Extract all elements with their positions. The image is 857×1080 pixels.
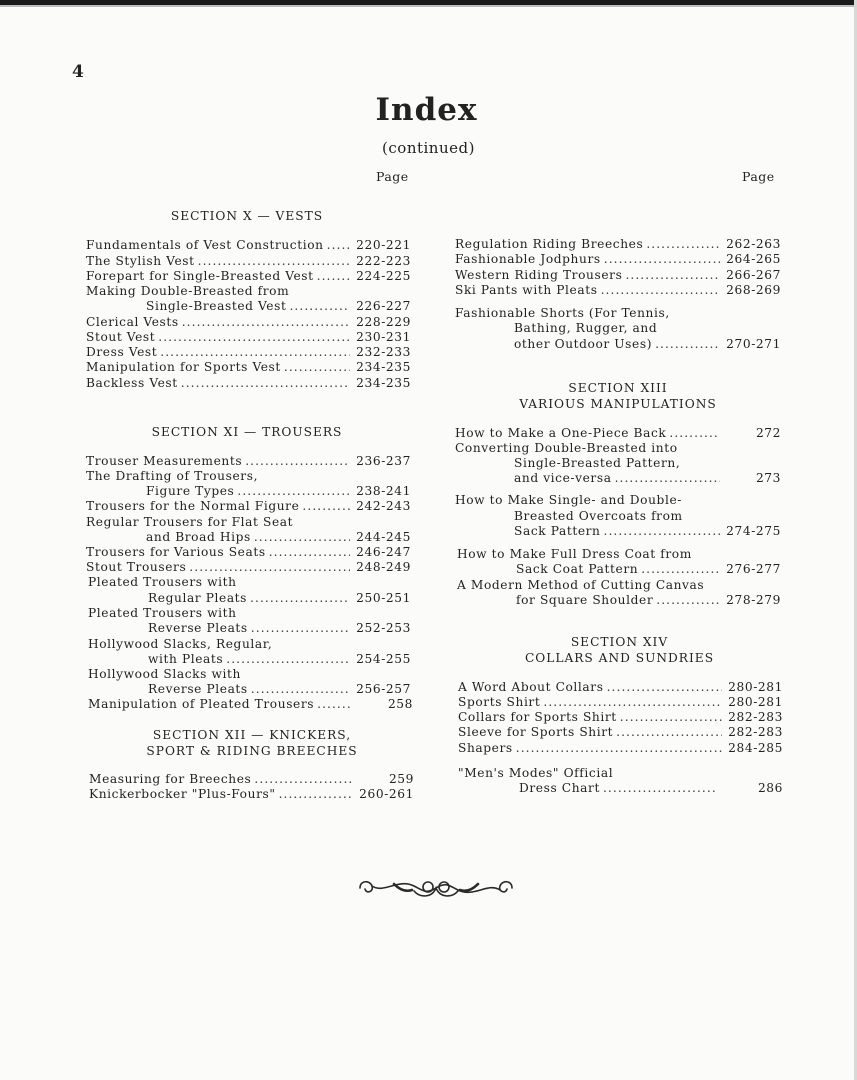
leader-dots bbox=[245, 454, 350, 469]
entry-label: Sports Shirt bbox=[458, 695, 541, 709]
entry-label: Fashionable Shorts (For Tennis, bbox=[455, 306, 670, 320]
section-heading-line: COLLARS AND SUNDRIES bbox=[524, 651, 715, 665]
entry-page: 232-233 bbox=[356, 345, 411, 359]
entry-page: 282-283 bbox=[728, 725, 783, 739]
entry-page: 280-281 bbox=[728, 695, 783, 709]
index-entry bbox=[148, 591, 411, 606]
entry-label: "Men's Modes" Official bbox=[458, 766, 614, 780]
entry-label: Dress Vest bbox=[86, 345, 158, 359]
entry-label-continued: Dress Chart bbox=[519, 781, 600, 795]
entry-page: 258 bbox=[387, 697, 413, 711]
entry-label: The Stylish Vest bbox=[86, 254, 195, 268]
entry-page: 284-285 bbox=[728, 741, 783, 755]
index-entry bbox=[148, 621, 411, 636]
leader-dots bbox=[160, 345, 350, 360]
index-entry bbox=[458, 741, 783, 756]
section-xi-heading bbox=[87, 424, 407, 440]
entry-label-continued: Single-Breasted Pattern, bbox=[514, 456, 681, 470]
index-entry bbox=[458, 695, 783, 710]
leader-dots bbox=[607, 680, 722, 695]
index-entry bbox=[86, 345, 411, 360]
index-entry bbox=[89, 772, 414, 787]
entry-label-continued: Figure Types bbox=[146, 484, 235, 498]
leader-dots bbox=[250, 591, 350, 606]
leader-dots bbox=[516, 741, 722, 756]
index-entry bbox=[519, 781, 783, 796]
section-heading-line: SPORT & RIDING BREECHES bbox=[146, 744, 358, 758]
leader-dots bbox=[669, 426, 720, 441]
index-entry bbox=[86, 238, 411, 253]
entry-label-continued: for Square Shoulder bbox=[516, 593, 654, 607]
index-entry bbox=[146, 299, 411, 314]
index-entry bbox=[458, 710, 783, 725]
entry-page: 252-253 bbox=[356, 621, 411, 635]
entry-label: Ski Pants with Pleats bbox=[455, 283, 598, 297]
leader-dots bbox=[226, 652, 350, 667]
entry-label-continued: and vice-versa bbox=[514, 471, 612, 485]
entry-page: 256-257 bbox=[356, 682, 411, 696]
entry-label-continued: Breasted Overcoats from bbox=[514, 509, 683, 523]
entry-label: Stout Vest bbox=[86, 330, 156, 344]
entry-label: A Modern Method of Cutting Canvas bbox=[457, 578, 705, 592]
entry-page: 272 bbox=[755, 426, 781, 440]
leader-dots bbox=[317, 697, 352, 712]
leader-dots bbox=[251, 621, 350, 636]
index-entry bbox=[455, 268, 781, 283]
top-border-shadow bbox=[0, 5, 857, 7]
leader-dots bbox=[543, 695, 722, 710]
entry-label: Hollywood Slacks with bbox=[88, 667, 241, 681]
leader-dots bbox=[616, 725, 722, 740]
index-entry bbox=[516, 593, 781, 608]
entry-page: 236-237 bbox=[356, 454, 411, 468]
entry-label: Fundamentals of Vest Construction bbox=[86, 238, 324, 252]
leader-dots bbox=[317, 269, 350, 284]
entry-label-continued: Sack Pattern bbox=[514, 524, 601, 538]
entry-label-continued: other Outdoor Uses) bbox=[514, 337, 653, 351]
entry-page: 286 bbox=[757, 781, 783, 795]
section-heading-line: SECTION XIII bbox=[568, 381, 668, 395]
entry-page: 250-251 bbox=[356, 591, 411, 605]
index-entry bbox=[88, 697, 413, 712]
leader-dots bbox=[302, 499, 350, 514]
entry-label-continued: Bathing, Rugger, and bbox=[514, 321, 658, 335]
leader-dots bbox=[604, 252, 720, 267]
index-entry bbox=[148, 652, 411, 667]
entry-page: 266-267 bbox=[726, 268, 781, 282]
index-entry bbox=[458, 725, 783, 740]
index-entry bbox=[514, 337, 781, 352]
entry-page: 220-221 bbox=[356, 238, 411, 252]
entry-page: 224-225 bbox=[356, 269, 411, 283]
left-page-header: Page bbox=[376, 169, 409, 184]
leader-dots bbox=[625, 268, 720, 283]
entry-label: Trousers for Various Seats bbox=[86, 545, 266, 559]
leader-dots bbox=[620, 710, 722, 725]
index-entry bbox=[146, 530, 411, 545]
entry-label: Shapers bbox=[458, 741, 513, 755]
entry-page: 248-249 bbox=[356, 560, 411, 574]
index-entry bbox=[146, 484, 411, 499]
entry-page: 234-235 bbox=[356, 376, 411, 390]
entry-label: Trousers for the Normal Figure bbox=[86, 499, 300, 513]
index-entry bbox=[86, 499, 411, 514]
entry-label: The Drafting of Trousers, bbox=[86, 469, 259, 483]
entry-page: 226-227 bbox=[356, 299, 411, 313]
entry-label: Manipulation of Pleated Trousers bbox=[88, 697, 315, 711]
leader-dots bbox=[189, 560, 350, 575]
entry-label: Regular Trousers for Flat Seat bbox=[86, 515, 294, 529]
leader-dots bbox=[279, 787, 353, 802]
index-entry bbox=[514, 471, 781, 486]
entry-label-continued: Reverse Pleats bbox=[148, 621, 248, 635]
index-entry bbox=[458, 680, 783, 695]
entry-page: 276-277 bbox=[726, 562, 781, 576]
index-entry bbox=[516, 562, 781, 577]
entry-label: How to Make Single- and Double- bbox=[455, 493, 682, 507]
entry-page: 246-247 bbox=[356, 545, 411, 559]
entry-label-continued: with Pleats bbox=[148, 652, 224, 666]
entry-label: Hollywood Slacks, Regular, bbox=[88, 637, 273, 651]
entry-label: How to Make Full Dress Coat from bbox=[457, 547, 692, 561]
entry-page: 230-231 bbox=[356, 330, 411, 344]
leader-dots bbox=[182, 315, 350, 330]
entry-label: Trouser Measurements bbox=[86, 454, 243, 468]
entry-label: Forepart for Single-Breasted Vest bbox=[86, 269, 314, 283]
leader-dots bbox=[646, 237, 720, 252]
page-subtitle: (continued) bbox=[382, 139, 475, 157]
entry-label: Clerical Vests bbox=[86, 315, 179, 329]
section-heading-line: SECTION X — VESTS bbox=[170, 209, 324, 223]
index-entry bbox=[86, 254, 411, 269]
index-entry bbox=[86, 376, 411, 391]
index-entry bbox=[455, 237, 781, 252]
entry-page: 259 bbox=[388, 772, 414, 786]
entry-label: A Word About Collars bbox=[458, 680, 604, 694]
index-entry bbox=[86, 360, 411, 375]
entry-label: Collars for Sports Shirt bbox=[458, 710, 617, 724]
index-entry bbox=[514, 524, 781, 539]
entry-label-continued: and Broad Hips bbox=[146, 530, 251, 544]
page-title: Index bbox=[375, 92, 478, 128]
index-entry bbox=[86, 330, 411, 345]
entry-label-continued: Sack Coat Pattern bbox=[516, 562, 639, 576]
leader-dots bbox=[615, 471, 720, 486]
leader-dots bbox=[641, 562, 720, 577]
entry-label-continued: Single-Breasted Vest bbox=[146, 299, 287, 313]
right-page-header: Page bbox=[742, 169, 775, 184]
leader-dots bbox=[158, 330, 350, 345]
leader-dots bbox=[655, 337, 720, 352]
entry-page: 228-229 bbox=[356, 315, 411, 329]
entry-label: Manipulation for Sports Vest bbox=[86, 360, 281, 374]
leader-dots bbox=[656, 593, 720, 608]
leader-dots bbox=[181, 376, 350, 391]
scroll-ornament-icon bbox=[354, 872, 518, 904]
entry-page: 260-261 bbox=[359, 787, 414, 801]
leader-dots bbox=[237, 484, 350, 499]
entry-label: Knickerbocker "Plus-Fours" bbox=[89, 787, 276, 801]
entry-page: 282-283 bbox=[728, 710, 783, 724]
leader-dots bbox=[601, 283, 720, 298]
entry-page: 244-245 bbox=[356, 530, 411, 544]
entry-page: 264-265 bbox=[726, 252, 781, 266]
section-xiii-heading bbox=[455, 380, 781, 412]
entry-page: 262-263 bbox=[726, 237, 781, 251]
page-number: 4 bbox=[72, 62, 84, 82]
leader-dots bbox=[284, 360, 350, 375]
entry-label: Fashionable Jodphurs bbox=[455, 252, 601, 266]
index-entry bbox=[86, 545, 411, 560]
entry-label: Converting Double-Breasted into bbox=[455, 441, 678, 455]
entry-page: 278-279 bbox=[726, 593, 781, 607]
leader-dots bbox=[254, 772, 353, 787]
entry-page: 280-281 bbox=[728, 680, 783, 694]
entry-page: 274-275 bbox=[726, 524, 781, 538]
entry-label: Regulation Riding Breeches bbox=[455, 237, 644, 251]
index-entry bbox=[89, 787, 414, 802]
leader-dots bbox=[604, 524, 720, 539]
entry-page: 234-235 bbox=[356, 360, 411, 374]
index-entry bbox=[455, 252, 781, 267]
entry-label: Sleeve for Sports Shirt bbox=[458, 725, 614, 739]
entry-label: Measuring for Breeches bbox=[89, 772, 252, 786]
index-entry bbox=[86, 315, 411, 330]
entry-page: 270-271 bbox=[726, 337, 781, 351]
entry-page: 238-241 bbox=[356, 484, 411, 498]
section-heading-line: VARIOUS MANIPULATIONS bbox=[519, 397, 717, 411]
entry-page: 273 bbox=[755, 471, 781, 485]
section-heading-line: SECTION XIV bbox=[570, 635, 669, 649]
entry-label: Western Riding Trousers bbox=[455, 268, 623, 282]
leader-dots bbox=[603, 781, 717, 796]
leader-dots bbox=[327, 238, 350, 253]
entry-page: 254-255 bbox=[356, 652, 411, 666]
leader-dots bbox=[251, 682, 350, 697]
section-heading-line: SECTION XII — KNICKERS, bbox=[152, 728, 352, 742]
index-entry bbox=[86, 269, 411, 284]
entry-label-continued: Reverse Pleats bbox=[148, 682, 248, 696]
entry-label: How to Make a One-Piece Back bbox=[455, 426, 667, 440]
entry-label: Pleated Trousers with bbox=[88, 606, 237, 620]
leader-dots bbox=[289, 299, 350, 314]
leader-dots bbox=[198, 254, 350, 269]
leader-dots bbox=[254, 530, 350, 545]
index-entry bbox=[86, 560, 411, 575]
entry-page: 268-269 bbox=[726, 283, 781, 297]
entry-label: Pleated Trousers with bbox=[88, 575, 237, 589]
entry-page: 242-243 bbox=[356, 499, 411, 513]
leader-dots bbox=[269, 545, 350, 560]
section-x-heading bbox=[87, 208, 407, 224]
entry-label: Stout Trousers bbox=[86, 560, 187, 574]
index-entry bbox=[455, 283, 781, 298]
section-xiv-heading bbox=[458, 634, 781, 666]
entry-page: 222-223 bbox=[356, 254, 411, 268]
index-entry bbox=[86, 454, 411, 469]
section-xii-heading bbox=[92, 727, 412, 759]
entry-label: Making Double-Breasted from bbox=[86, 284, 290, 298]
section-heading-line: SECTION XI — TROUSERS bbox=[151, 425, 343, 439]
index-entry bbox=[148, 682, 411, 697]
entry-label: Backless Vest bbox=[86, 376, 178, 390]
index-entry bbox=[455, 426, 781, 441]
entry-label-continued: Regular Pleats bbox=[148, 591, 248, 605]
